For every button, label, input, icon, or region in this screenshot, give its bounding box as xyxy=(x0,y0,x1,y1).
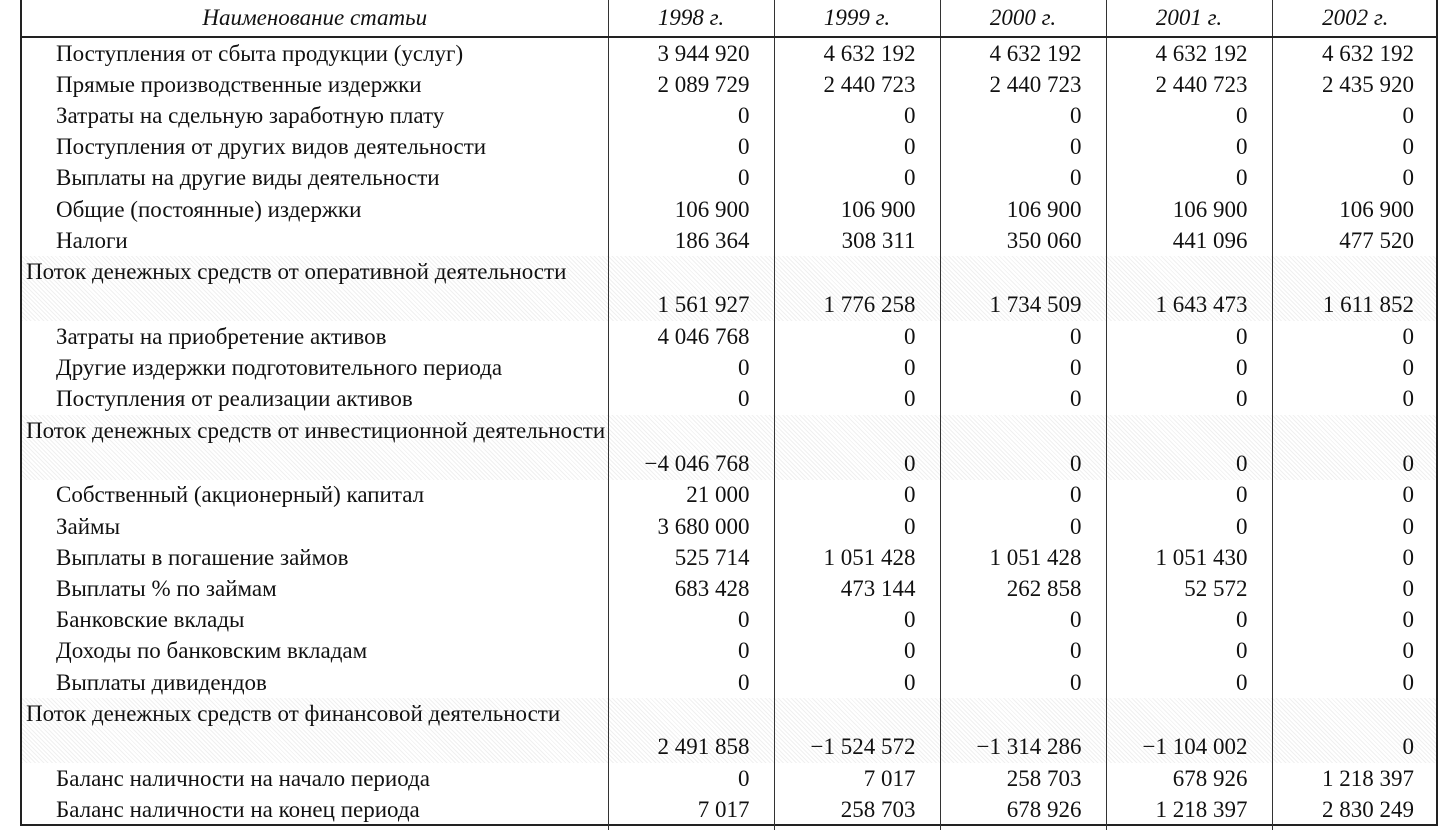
row-label: Банковские вклады xyxy=(22,605,608,636)
subtotal-row xyxy=(22,698,1438,763)
cell-value: 0 xyxy=(940,163,1106,194)
cell-value: 683 428 xyxy=(608,573,774,604)
row-label: Затраты на сдельную заработную плату xyxy=(22,100,608,131)
cell-value: 0 xyxy=(608,605,774,636)
cell-value: 308 311 xyxy=(774,225,940,256)
cell-value: 0 xyxy=(1106,605,1272,636)
cell-value: 0 xyxy=(774,384,940,415)
cell-value: 0 xyxy=(940,132,1106,163)
table-row xyxy=(22,573,1438,604)
cell-value: 0 xyxy=(1106,321,1272,352)
cell-value: 0 xyxy=(1402,513,1414,539)
cell-value: 0 xyxy=(940,415,1106,480)
cell-value: 0 xyxy=(1402,482,1414,508)
cell-value: −4 046 768 xyxy=(608,415,774,480)
cell-value: 1 218 397 xyxy=(1322,765,1414,791)
cell-value: 258 703 xyxy=(774,794,940,829)
cell-value: 0 xyxy=(1402,165,1414,191)
row-label: Собственный (акционерный) капитал xyxy=(22,480,608,511)
cell-value: 52 572 xyxy=(1106,573,1272,604)
header-year-2002: 2002 г. xyxy=(1272,0,1438,37)
cell-value: 0 xyxy=(940,384,1106,415)
cell-value: 0 xyxy=(774,132,940,163)
table-row xyxy=(22,794,1438,829)
table-row xyxy=(22,480,1438,511)
cell-value: 0 xyxy=(608,132,774,163)
cell-value: 0 xyxy=(1402,576,1414,602)
cell-value: 7 017 xyxy=(774,763,940,794)
cell-value: 0 xyxy=(608,667,774,698)
cell-value: 0 xyxy=(774,667,940,698)
cell-value: 0 xyxy=(774,480,940,511)
table-row xyxy=(22,384,1438,415)
cell-value: 678 926 xyxy=(940,794,1106,829)
subtotal-row xyxy=(22,415,1438,480)
cell-value: 106 900 xyxy=(1339,196,1414,222)
cell-value: 2 830 249 xyxy=(1322,796,1414,822)
cell-value: 0 xyxy=(1106,384,1272,415)
cell-value: 1 218 397 xyxy=(1106,794,1272,829)
cell-value: 4 632 192 xyxy=(940,37,1106,69)
cell-value: −1 104 002 xyxy=(1106,698,1272,763)
table-row xyxy=(22,225,1438,256)
cell-value: 1 734 509 xyxy=(940,256,1106,321)
cell-value: 0 xyxy=(1106,667,1272,698)
cell-value: 0 xyxy=(1106,480,1272,511)
row-label: Поступления от сбыта продукции (услуг) xyxy=(22,37,608,69)
cell-value: −1 314 286 xyxy=(940,698,1106,763)
row-label: Поступления от других видов деятельности xyxy=(22,132,608,163)
cell-value: 1 611 852 xyxy=(1272,256,1438,321)
cell-value: 0 xyxy=(940,667,1106,698)
row-label: Другие издержки подготовительного периода xyxy=(22,353,608,384)
cell-value: 525 714 xyxy=(608,542,774,573)
row-label: Поток денежных средств от инвестиционной деятельности xyxy=(22,415,608,480)
cell-value: 0 xyxy=(1402,134,1414,160)
cell-value: 2 491 858 xyxy=(608,698,774,763)
row-label: Доходы по банковским вкладам xyxy=(22,636,608,667)
row-label: Выплаты в погашение займов xyxy=(22,542,608,573)
row-label: Выплаты дивидендов xyxy=(22,667,608,698)
cell-value: 0 xyxy=(774,100,940,131)
cell-value: 1 051 430 xyxy=(1106,542,1272,573)
row-label: Поступления от реализации активов xyxy=(22,384,608,415)
row-label: Общие (постоянные) издержки xyxy=(22,194,608,225)
row-label: Поток денежных средств от финансовой деятельности xyxy=(22,698,608,763)
row-label: Баланс наличности на конец периода xyxy=(22,794,608,829)
cell-value: 0 xyxy=(940,321,1106,352)
cell-value: 1 776 258 xyxy=(774,256,940,321)
cell-value: 2 089 729 xyxy=(608,69,774,100)
cell-value: 0 xyxy=(940,605,1106,636)
cell-value: 1 051 428 xyxy=(940,542,1106,573)
cell-value: 3 944 920 xyxy=(608,37,774,69)
cell-value: 0 xyxy=(1402,386,1414,412)
table-row xyxy=(22,667,1438,698)
cell-value: 0 xyxy=(940,511,1106,542)
cell-value: 0 xyxy=(1106,511,1272,542)
row-label: Займы xyxy=(22,511,608,542)
cell-value: 0 xyxy=(608,384,774,415)
cell-value: 2 435 920 xyxy=(1322,71,1414,97)
table-row xyxy=(22,353,1438,384)
cell-value: 0 xyxy=(1402,355,1414,381)
cell-value: 0 xyxy=(940,353,1106,384)
table-row xyxy=(22,763,1438,794)
cell-value: 0 xyxy=(1402,323,1414,349)
table-row xyxy=(22,69,1438,100)
cell-value: 258 703 xyxy=(940,763,1106,794)
cell-value: 0 xyxy=(774,163,940,194)
row-label: Выплаты на другие виды деятельности xyxy=(22,163,608,194)
cell-value: 0 xyxy=(940,480,1106,511)
cell-value: 477 520 xyxy=(1339,227,1414,253)
header-year-2001: 2001 г. xyxy=(1106,0,1272,37)
table-row xyxy=(22,132,1438,163)
cell-value: 0 xyxy=(608,163,774,194)
row-label: Налоги xyxy=(22,225,608,256)
cell-value: 0 xyxy=(774,321,940,352)
cell-value: 4 632 192 xyxy=(774,37,940,69)
row-label: Затраты на приобретение активов xyxy=(22,321,608,352)
cell-value: 0 xyxy=(774,636,940,667)
table-row xyxy=(22,511,1438,542)
cell-value: −1 524 572 xyxy=(774,698,940,763)
table-row xyxy=(22,100,1438,131)
table-row xyxy=(22,321,1438,352)
cell-value: 0 xyxy=(1272,698,1438,763)
cell-value: 2 440 723 xyxy=(774,69,940,100)
cell-value: 0 xyxy=(774,511,940,542)
table-row xyxy=(22,542,1438,573)
cell-value: 0 xyxy=(1106,415,1272,480)
cell-value: 4 046 768 xyxy=(608,321,774,352)
table-row xyxy=(22,194,1438,225)
cell-value: 2 440 723 xyxy=(1106,69,1272,100)
cell-value: 262 858 xyxy=(940,573,1106,604)
cell-value: 0 xyxy=(1106,636,1272,667)
cell-value: 21 000 xyxy=(608,480,774,511)
cell-value: 678 926 xyxy=(1106,763,1272,794)
cell-value: 0 xyxy=(1106,353,1272,384)
cell-value: 1 561 927 xyxy=(608,256,774,321)
cell-value: 0 xyxy=(608,353,774,384)
row-label: Выплаты % по займам xyxy=(22,573,608,604)
cell-value: 0 xyxy=(774,415,940,480)
cell-value: 106 900 xyxy=(1106,194,1272,225)
cell-value: 3 680 000 xyxy=(608,511,774,542)
cell-value: 0 xyxy=(1402,544,1414,570)
cell-value: 1 051 428 xyxy=(774,542,940,573)
cell-value: 0 xyxy=(774,605,940,636)
cell-value: 0 xyxy=(940,636,1106,667)
cell-value: 4 632 192 xyxy=(1106,37,1272,69)
cell-value: 350 060 xyxy=(940,225,1106,256)
cash-flow-document xyxy=(20,0,1438,826)
cell-value: 4 632 192 xyxy=(1322,40,1414,66)
cell-value: 0 xyxy=(1402,669,1414,695)
header-item-name: Наименование статьи xyxy=(22,0,608,37)
row-label: Поток денежных средств от оперативной деятельности xyxy=(22,256,608,321)
table-row xyxy=(22,605,1438,636)
cell-value: 0 xyxy=(1106,100,1272,131)
cell-value: 473 144 xyxy=(774,573,940,604)
cell-value: 0 xyxy=(1402,102,1414,128)
cell-value: 0 xyxy=(608,763,774,794)
cell-value: 186 364 xyxy=(608,225,774,256)
cell-value: 0 xyxy=(1106,163,1272,194)
cell-value: 7 017 xyxy=(608,794,774,829)
cell-value: 441 096 xyxy=(1106,225,1272,256)
cell-value: 0 xyxy=(1402,607,1414,633)
table-row xyxy=(22,163,1438,194)
cell-value: 106 900 xyxy=(774,194,940,225)
cell-value: 0 xyxy=(608,100,774,131)
cell-value: 0 xyxy=(1106,132,1272,163)
cell-value: 0 xyxy=(608,636,774,667)
header-row xyxy=(22,0,1438,37)
subtotal-row xyxy=(22,256,1438,321)
cash-flow-table xyxy=(22,0,1438,830)
row-label: Прямые производственные издержки xyxy=(22,69,608,100)
table-row xyxy=(22,636,1438,667)
header-year-1999: 1999 г. xyxy=(774,0,940,37)
cell-value: 0 xyxy=(774,353,940,384)
cell-value: 2 440 723 xyxy=(940,69,1106,100)
header-year-1998: 1998 г. xyxy=(608,0,774,37)
cell-value: 0 xyxy=(1272,415,1438,480)
table-row xyxy=(22,37,1438,69)
row-label: Баланс наличности на начало периода xyxy=(22,763,608,794)
table-body xyxy=(22,37,1438,830)
header-year-2000: 2000 г. xyxy=(940,0,1106,37)
cell-value: 106 900 xyxy=(608,194,774,225)
cell-value: 106 900 xyxy=(940,194,1106,225)
cell-value: 1 643 473 xyxy=(1106,256,1272,321)
cell-value: 0 xyxy=(940,100,1106,131)
cell-value: 0 xyxy=(1402,638,1414,664)
